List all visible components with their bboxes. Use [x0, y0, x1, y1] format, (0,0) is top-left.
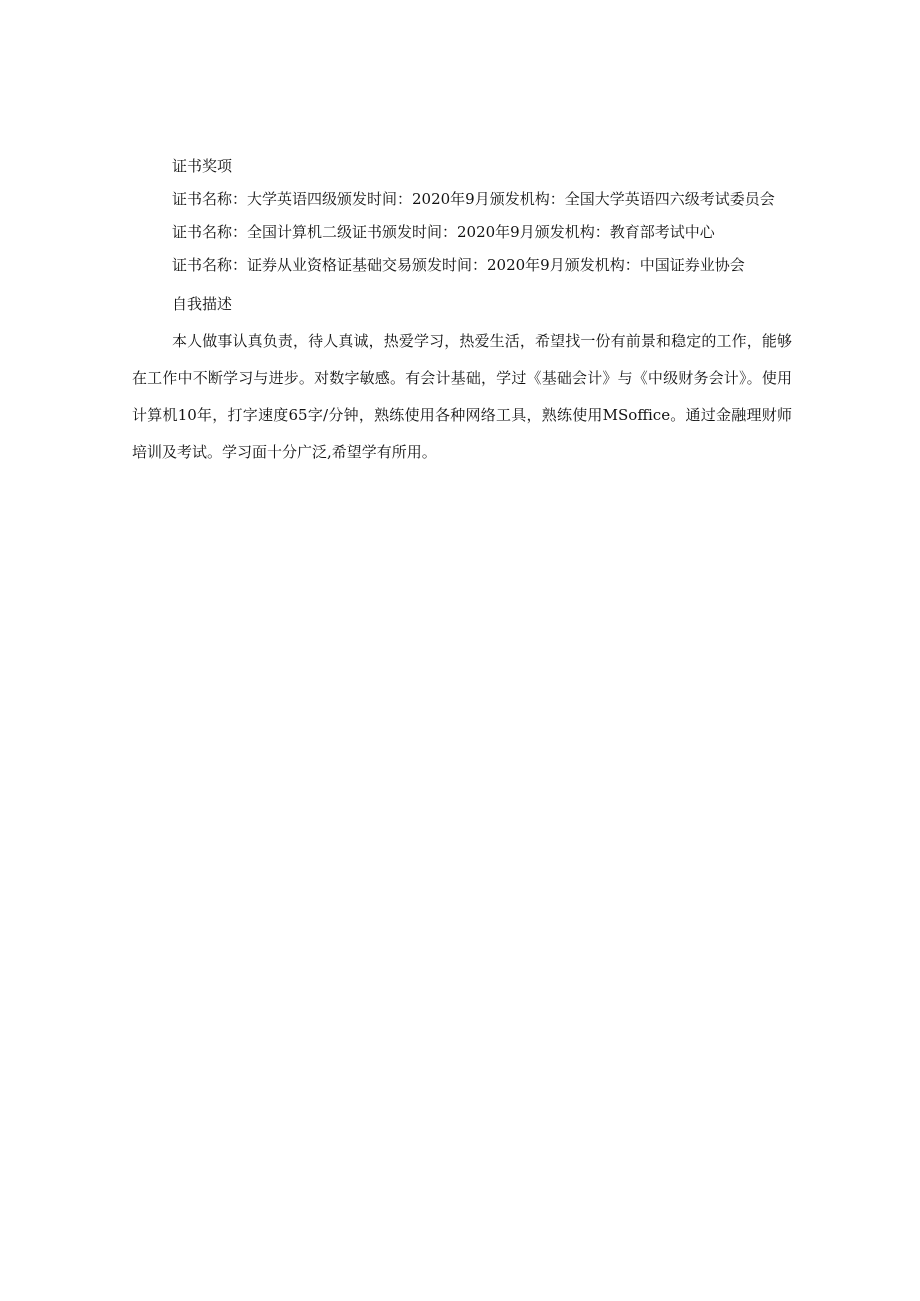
- certificates-heading: 证书奖项: [172, 157, 233, 175]
- certificate-item-computer: 证书名称：全国计算机二级证书颁发时间：2020年9月颁发机构：教育部考试中心: [172, 223, 715, 241]
- certificate-item-securities: 证书名称：证券从业资格证基础交易颁发时间：2020年9月颁发机构：中国证券业协会: [172, 256, 745, 274]
- certificate-item-cet4: 证书名称：大学英语四级颁发时间：2020年9月颁发机构：全国大学英语四六级考试委员会: [172, 190, 775, 208]
- document-page: [132, 154, 792, 471]
- self-description-heading: 自我描述: [172, 295, 233, 313]
- self-description-text: 本人做事认真负责，待人真诚，热爱学习，热爱生活，希望找一份有前景和稳定的工作，能够在工作中不断学习与进步。对数字敏感。有会计基础，学过《基础会计》与《中级财务会计》。使用计算机10年，打字速度65字/分钟，熟练使用各种网络工具，熟练使用MSoffice。通过金融理财师培训及考试。学习面十分广泛,希望学有所用。: [132, 332, 792, 461]
